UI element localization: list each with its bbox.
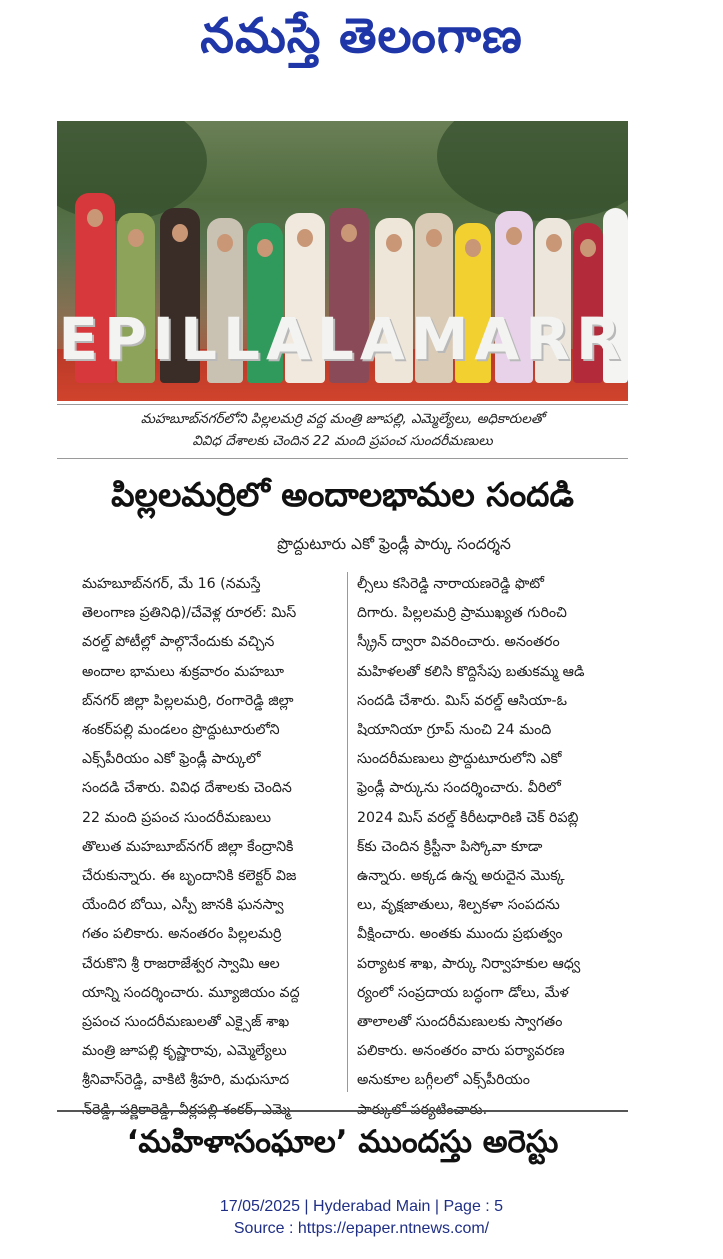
article-line: 22 మంది ప్రపంచ సుందరీమణులు xyxy=(82,809,272,826)
article-column-right xyxy=(357,570,629,1125)
caption-top-rule xyxy=(57,404,628,405)
masthead-title: నమస్తే తెలంగాణ xyxy=(200,8,523,64)
photo-head xyxy=(217,234,233,252)
article-line: అనుకూల బగ్గీలలో ఎక్స్‌పీరియం xyxy=(357,1072,530,1089)
photo-head xyxy=(546,234,562,252)
article-line: ఫ్రెండ్లీ పార్కును సందర్శించారు. వీరిలో xyxy=(357,780,561,797)
caption-line: వివిధ దేశాలకు చెందిన 22 మంది ప్రపంచ సుందరీమణులు xyxy=(192,433,493,449)
article-line: క్‌కు చెందిన క్రిస్టీనా పిస్కోవా కూడా xyxy=(357,838,543,855)
article-line: శంకర్‌పల్లి మండలం ప్రొద్దుటూరులోని xyxy=(82,722,280,739)
column-divider xyxy=(347,572,348,1092)
article-column-left xyxy=(82,570,354,1125)
article-line: చేరుకున్నారు. ఈ బృందానికి కలెక్టర్ విజ xyxy=(82,868,297,885)
footer-edition-info: 17/05/2025 | Hyderabad Main | Page : 5 xyxy=(219,1198,504,1215)
article-line: బ్‌నగర్ జిల్లా పిల్లలమర్రి, రంగారెడ్డి జిల్లా xyxy=(82,692,294,709)
article-line: సందడి చేశారు. మిస్ వరల్డ్ ఆసియా-ఓ xyxy=(357,692,567,709)
article-line: ర్యంలో సంప్రదాయ బద్ధంగా డోలు, మేళ xyxy=(357,984,569,1001)
photo-head xyxy=(426,229,442,247)
caption-bottom-rule xyxy=(57,458,628,459)
photo-head xyxy=(172,224,188,242)
article-line: తాలాలతో సుందరీమణులకు స్వాగతం xyxy=(357,1014,563,1031)
article-line: ప్రపంచ సుందరీమణులతో ఎక్సైజ్ శాఖ xyxy=(82,1014,290,1031)
article-line: అందాల భామలు శుక్రవారం మహబూ xyxy=(82,663,285,680)
article-line: యాన్ని సందర్శించారు. మ్యూజియం వద్ద xyxy=(82,984,300,1001)
photo-head xyxy=(341,224,357,242)
pillalamarri-sign: EPILLALAMARR xyxy=(58,305,627,373)
article-line: పార్కులో పర్యటించారు. xyxy=(357,1101,488,1118)
photo-head xyxy=(506,227,522,245)
photo-head xyxy=(386,234,402,252)
article-end-rule xyxy=(57,1110,628,1112)
article-line: మంత్రి జూపల్లి కృష్ణారావు, ఎమ్మెల్యేలు xyxy=(82,1043,287,1060)
article-line: తెలంగాణ ప్రతినిధి)/చేవెళ్ల రూరల్: మిస్ xyxy=(82,605,297,622)
article-line: స్క్రీన్ ద్వారా వివరించారు. అనంతరం xyxy=(357,634,560,651)
article-line: పలికారు. అనంతరం వారు పర్యావరణ xyxy=(357,1043,565,1060)
article-line: 2024 మిస్ వరల్డ్ కిరీటధారిణి చెక్ రిపబ్లి xyxy=(357,809,579,826)
secondary-headline: ‘మహిళాసంఘాల’ ముందస్తు అరెస్టు xyxy=(126,1124,559,1160)
sub-headline: ప్రొద్దుటూరు ఎకో ఫ్రెండ్లీ పార్కు సందర్శన xyxy=(277,535,511,553)
article-line: మహిళలతో కలిసి కొద్దిసేపు బతుకమ్మ ఆడి xyxy=(357,663,585,680)
article-line: పర్యాటక శాఖ, పార్కు నిర్వాహకుల ఆధ్వ xyxy=(357,955,581,972)
article-line: శ్రీనివాస్‌రెడ్డి, వాకిటి శ్రీహరి, మధుసూద xyxy=(82,1072,290,1089)
article-line: వరల్డ్ పోటీల్లో పాల్గొనేందుకు వచ్చిన xyxy=(82,634,275,651)
photo-head xyxy=(465,239,481,257)
article-line: ల్సీలు కసిరెడ్డి నారాయణరెడ్డి ఫొటో xyxy=(357,576,545,592)
article-line: గతం పలికారు. అనంతరం పిల్లలమర్రి xyxy=(82,926,282,943)
article-line: ఉన్నారు. అక్కడ ఉన్న అరుదైన మొక్క xyxy=(357,868,565,885)
photo-head xyxy=(297,229,313,247)
article-line: షియానియా గ్రూప్ నుంచి 24 మంది xyxy=(357,722,552,739)
footer-source: Source : https://epaper.ntnews.com/ xyxy=(233,1220,490,1237)
article-line: లు, వృక్షజాతులు, శిల్పకళా సంపదను xyxy=(357,897,560,914)
photo-caption xyxy=(57,408,628,452)
main-headline: పిల్లలమర్రిలో అందాలభామల సందడి xyxy=(111,475,574,514)
article-line: సందడి చేశారు. వివిధ దేశాలకు చెందిన xyxy=(82,780,292,797)
article-line: మహబూబ్‌నగర్, మే 16 (నమస్తే xyxy=(82,576,261,592)
article-line: వీక్షించారు. అంతకు ముందు ప్రభుత్వం xyxy=(357,926,563,943)
photo-head xyxy=(128,229,144,247)
photo-head xyxy=(580,239,596,257)
article-line: యేందిర బోయి, ఎస్పీ జానకి ఘనస్వా xyxy=(82,897,284,914)
article-line: తొలుత మహబూబ్‌నగర్ జిల్లా కేంద్రానికి xyxy=(82,838,294,855)
photo-head xyxy=(87,209,103,227)
photo-head xyxy=(257,239,273,257)
news-photo xyxy=(57,121,628,401)
article-line: దిగారు. పిల్లలమర్రి ప్రాముఖ్యత గురించి xyxy=(357,605,567,622)
article-line: సుందరీమణులు ప్రొద్దుటూరులోని ఎకో xyxy=(357,751,562,768)
article-line: న్‌రెడ్డి, పర్ణికారెడ్డి, వీర్లపల్లి శంకర్, ఎమ్మె xyxy=(82,1101,291,1118)
article-line: చేరుకొని శ్రీ రాజరాజేశ్వర స్వామి ఆల xyxy=(82,955,280,972)
article-line: ఎక్స్‌పీరియం ఎకో ఫ్రెండ్లీ పార్కులో xyxy=(82,751,261,768)
caption-line: మహబూబ్‌నగర్‌లోని పిల్లలమర్రి వద్ద మంత్రి జూపల్లి, ఎమ్మెల్యేలు, అధికారులతో xyxy=(140,411,545,427)
